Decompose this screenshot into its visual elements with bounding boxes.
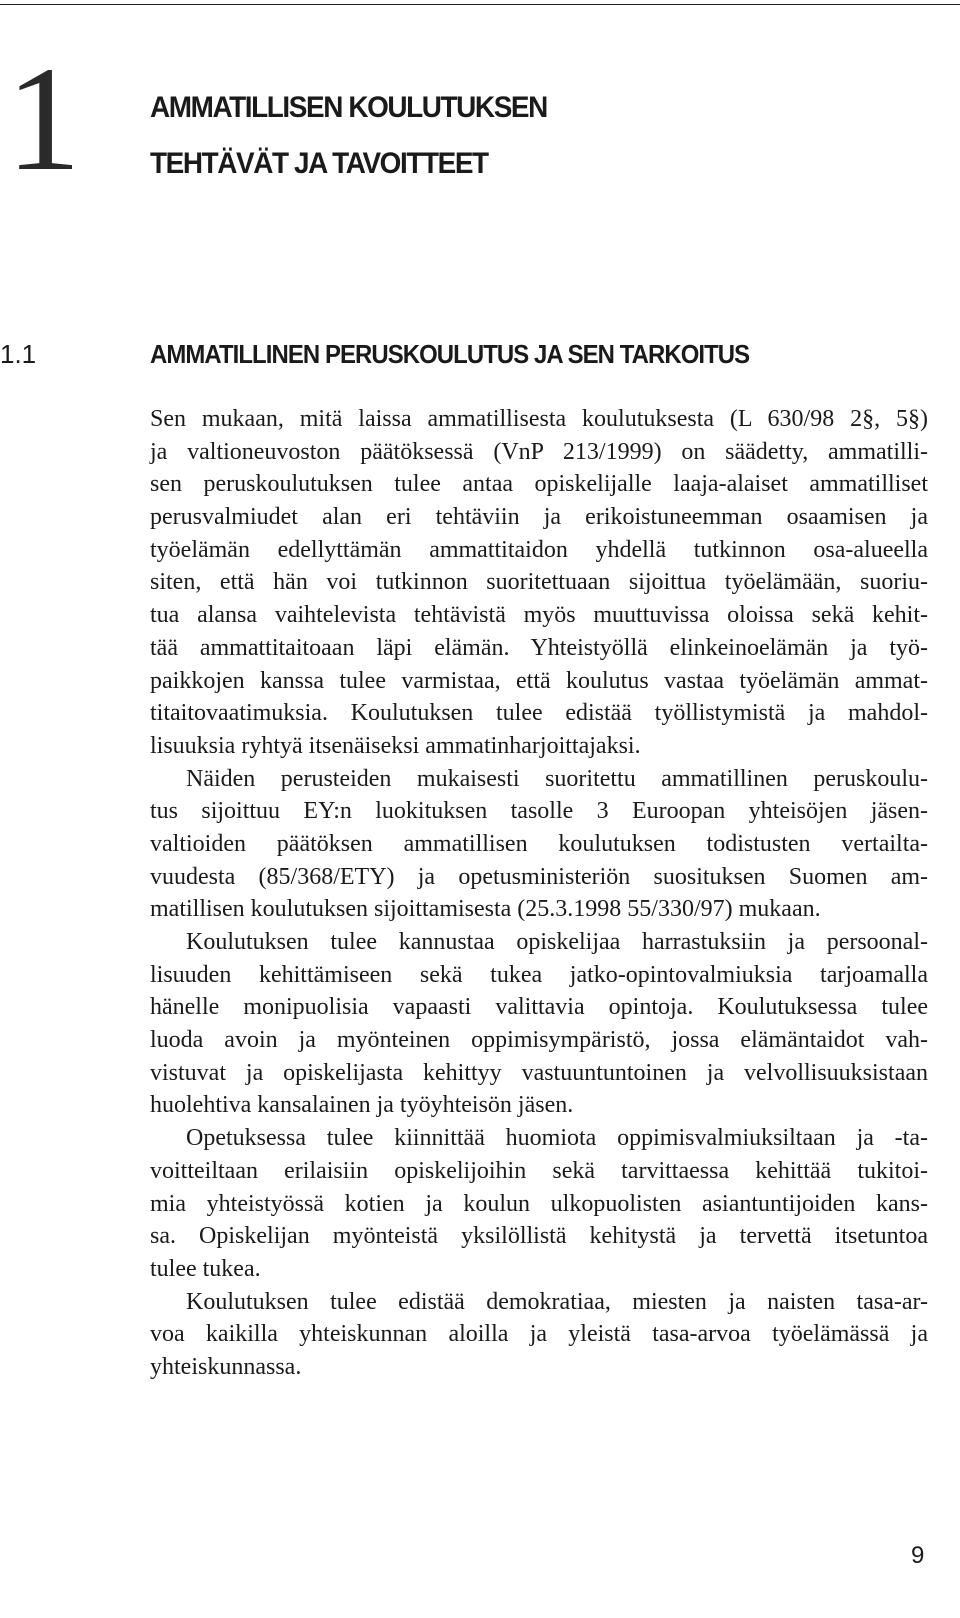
text-line: vuudesta (85/368/ETY) ja opetusministeriön suosituksen Suomen am- xyxy=(150,863,928,890)
text-line: mia yhteistyössä kotien ja koulun ulkopuolisten asiantuntijoiden kans- xyxy=(150,1190,928,1217)
paragraph xyxy=(150,763,928,926)
text-line: tulee tukea. xyxy=(150,1255,261,1282)
text-line: sen peruskoulutuksen tulee antaa opiskelijalle laaja-alaiset ammatilliset xyxy=(150,471,928,498)
text-line: Sen mukaan, mitä laissa ammatillisesta koulutuksesta (L 630/98 2§, 5§) xyxy=(150,406,928,432)
text-line: voitteiltaan erilaisiin opiskelijoihin sekä tarvittaessa kehittää tukitoi- xyxy=(150,1157,928,1184)
text-line: yhteiskunnassa. xyxy=(150,1353,302,1380)
text-line: titaitovaatimuksia. Koulutuksen tulee edistää työllistymistä ja mahdol- xyxy=(150,700,928,727)
paragraph xyxy=(150,403,928,763)
text-line: sa. Opiskelijan myönteistä yksilöllistä kehitystä ja tervettä itsetuntoa xyxy=(150,1223,928,1250)
text-line: tus sijoittuu EY:n luokituksen tasolle 3 Euroopan yhteisöjen jäsen- xyxy=(150,798,928,825)
body-text xyxy=(150,403,928,1384)
paragraph xyxy=(150,926,928,1122)
text-line: lisuuksia ryhtyä itsenäiseksi ammatinharjoittajaksi. xyxy=(150,732,641,759)
text-line: Näiden perusteiden mukaisesti suoritettu ammatillinen peruskoulu- xyxy=(186,765,928,792)
section-title: AMMATILLINEN PERUSKOULUTUS JA SEN TARKOITUS xyxy=(150,339,750,369)
text-line: tua alansa vaihtelevista tehtävistä myös muuttuvissa oloissa sekä kehit- xyxy=(150,602,928,629)
text-line: Koulutuksen tulee kannustaa opiskelijaa harrastuksiin ja persoonal- xyxy=(186,929,928,955)
chapter-number: 1 xyxy=(6,36,81,202)
section-number: 1.1 xyxy=(0,339,37,369)
text-line: työelämän edellyttämän ammattitaidon yhdellä tutkinnon osa-alueella xyxy=(150,536,928,563)
text-line: ja valtioneuvoston päätöksessä (VnP 213/1999) on säädetty, ammatilli- xyxy=(150,438,928,465)
chapter-title-line: AMMATILLISEN KOULUTUKSEN xyxy=(150,91,547,124)
text-line: siten, että hän voi tutkinnon suoritettuaan sijoittua työelämään, suoriu- xyxy=(150,569,928,596)
text-line: paikkojen kanssa tulee varmistaa, että koulutus vastaa työelämän ammat- xyxy=(150,667,928,694)
text-line: hänelle monipuolisia vapaasti valittavia opintoja. Koulutuksessa tulee xyxy=(150,994,928,1021)
top-rule xyxy=(0,4,960,5)
text-line: lisuuden kehittämiseen sekä tukea jatko-opintovalmiuksia tarjoamalla xyxy=(150,961,928,988)
text-line: valtioiden päätöksen ammatillisen koulutuksen todistusten vertailta- xyxy=(150,830,928,857)
text-line: tää ammattitaitoaan läpi elämän. Yhteistyöllä elinkeinoelämän ja työ- xyxy=(150,634,928,661)
text-line: Opetuksessa tulee kiinnittää huomiota oppimisvalmiuksiltaan ja -ta- xyxy=(186,1125,928,1152)
text-line: matillisen koulutuksen sijoittamisesta (25.3.1998 55/330/97) mukaan. xyxy=(150,896,821,923)
paragraph xyxy=(150,1286,928,1384)
paragraph xyxy=(150,1122,928,1285)
text-line: huolehtiva kansalainen ja työyhteisön jäsen. xyxy=(150,1092,574,1119)
text-line: voa kaikilla yhteiskunnan aloilla ja yleistä tasa-arvoa työelämässä ja xyxy=(150,1321,928,1348)
text-line: vistuvat ja opiskelijasta kehittyy vastuuntuntoinen ja velvollisuuksistaan xyxy=(150,1059,928,1086)
chapter-title xyxy=(150,80,547,192)
chapter-title-line: TEHTÄVÄT JA TAVOITTEET xyxy=(150,147,488,180)
text-line: perusvalmiudet alan eri tehtäviin ja erikoistuneemman osaamisen ja xyxy=(150,504,928,531)
page-number: 9 xyxy=(911,1542,925,1569)
text-line: luoda avoin ja myönteinen oppimisympäristö, jossa elämäntaidot vah- xyxy=(150,1027,928,1054)
text-line: Koulutuksen tulee edistää demokratiaa, miesten ja naisten tasa-ar- xyxy=(186,1288,928,1315)
